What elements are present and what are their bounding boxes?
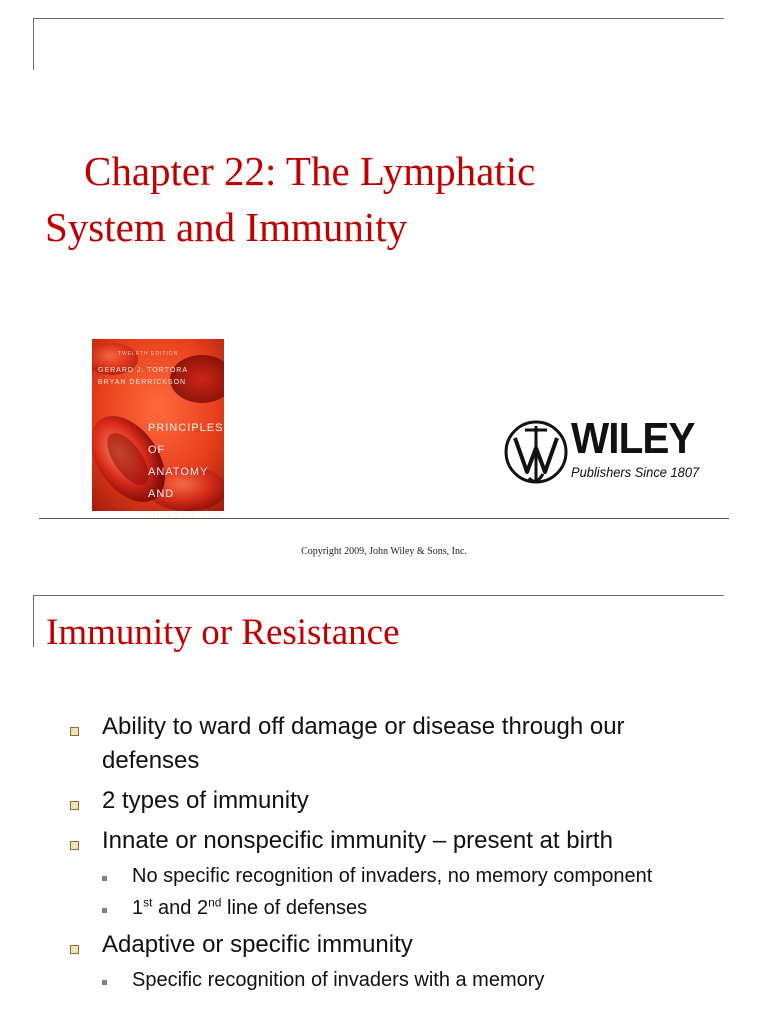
- square-bullet-icon: [70, 727, 79, 736]
- book-title: [148, 417, 231, 527]
- sub-bullet-text: No specific recognition of invaders, no memory component: [132, 865, 653, 887]
- copyright-notice: Copyright 2009, John Wiley & Sons, Inc.: [301, 546, 467, 557]
- wiley-emblem-icon: [503, 414, 569, 490]
- sub-list-item: [0, 966, 768, 994]
- bullet-text: Adaptive or specific immunity: [102, 931, 413, 958]
- sub-bullet-text: 1st and 2nd line of defenses: [132, 895, 368, 919]
- chapter-title: [40, 143, 680, 255]
- slide-frame-left-line: [33, 595, 34, 647]
- square-bullet-icon: [70, 945, 79, 954]
- wiley-wordmark: WILEY: [571, 414, 695, 463]
- bullet-text: 2 types of immunity: [102, 787, 309, 814]
- book-title-line-1: PRINCIPLES OF: [148, 422, 224, 456]
- sub-bullet-text: Specific recognition of invaders with a memory: [132, 969, 545, 991]
- book-title-line-2: ANATOMY AND: [148, 466, 209, 500]
- bullet-text: Innate or nonspecific immunity – present at birth: [102, 827, 613, 854]
- list-item: [0, 784, 768, 818]
- wiley-tagline: Publishers Since 1807: [571, 464, 700, 480]
- square-bullet-icon: [70, 841, 79, 850]
- footer-divider: [39, 518, 729, 519]
- small-square-bullet-icon: [102, 980, 107, 985]
- list-item: [0, 710, 768, 778]
- content-slide: [0, 580, 768, 1024]
- chapter-title-line-2: System and Immunity: [45, 204, 408, 250]
- slide-frame-left-line: [33, 18, 34, 70]
- slide-frame-top-line: [33, 595, 724, 596]
- book-authors: [98, 365, 188, 389]
- small-square-bullet-icon: [102, 908, 107, 913]
- book-author-1: GERARD J. TORTORA: [98, 367, 188, 374]
- textbook-cover-image: [92, 339, 231, 522]
- slide-frame-top-line: [33, 18, 724, 19]
- chapter-title-line-1: Chapter 22: The Lymphatic: [84, 148, 536, 194]
- square-bullet-icon: [70, 801, 79, 810]
- slide-title: Immunity or Resistance: [46, 612, 400, 653]
- sub-list-item: [0, 862, 768, 890]
- book-author-2: BRYAN DERRICKSON: [98, 379, 187, 386]
- list-item: [0, 928, 768, 962]
- book-edition: TWELFTH EDITION: [118, 351, 179, 357]
- bullet-text: Ability to ward off damage or disease through our defenses: [102, 713, 625, 774]
- bullet-list: [0, 710, 768, 998]
- wiley-logo: [503, 414, 721, 490]
- list-item: [0, 824, 768, 858]
- small-square-bullet-icon: [102, 876, 107, 881]
- book-title-line-3: PHYSIOLOGY: [148, 510, 231, 522]
- sub-list-item: [0, 894, 768, 922]
